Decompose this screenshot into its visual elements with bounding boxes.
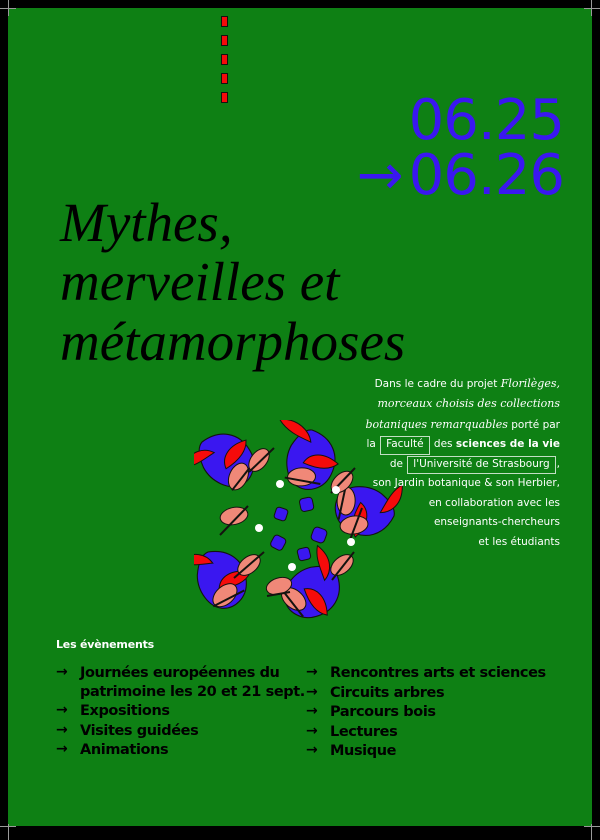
arrow-right-icon: → [56,702,68,719]
events-section [56,638,576,762]
credit-line-2: morceaux choisis des collections [377,397,560,411]
arrow-right-icon: → [306,742,318,759]
credit-line-8: enseignants-chercheurs [433,516,560,529]
red-dash-4 [221,73,228,84]
list-item[interactable] [306,684,566,703]
credit-line-6: son Jardin botanique & son Herbier, [372,477,560,490]
event-label: Circuits arbres [330,684,445,701]
event-label: Journées européennes du patrimoine les 20 et 21 sept. [80,665,305,700]
credit-de: de [389,457,403,470]
arrow-right-icon: → [306,703,318,720]
events-column-right [306,664,566,762]
event-label: Lectures [330,723,398,740]
event-label: Animations [80,742,169,759]
arrow-right-icon: → [356,142,403,208]
arrow-right-icon: → [56,741,68,758]
red-dash-5 [221,92,228,103]
red-dash-2 [221,35,228,46]
title-line-1: Mythes, [60,191,233,253]
arrow-right-icon: → [306,683,318,700]
title-line-2: merveilles et [60,251,340,313]
list-item[interactable] [56,702,306,721]
credit-comma: , [556,457,560,470]
list-item[interactable] [56,664,306,701]
event-label: Visites guidées [80,722,199,739]
credit-line-5 [344,455,560,475]
event-label: Musique [330,743,397,760]
red-dash-1 [221,16,228,27]
list-item[interactable] [56,722,306,741]
credit-line-9: et les étudiants [478,535,560,548]
date-start: 06.25 [408,88,564,153]
events-label: Les évènements [56,638,154,651]
event-label: Rencontres arts et sciences [330,665,546,681]
credit-faculte-box: Faculté [380,436,429,455]
credit-line-7: en collaboration avec les [428,496,560,509]
list-item[interactable] [306,723,566,742]
crop-mark-bottom-right-horizontal [584,826,600,827]
arrow-right-icon: → [306,664,318,680]
list-item[interactable] [306,664,566,683]
list-item[interactable] [56,741,306,760]
credit-sciences-bold: sciences de la vie [455,438,560,451]
poster-sheet [8,8,592,826]
credit-des: des [433,438,453,451]
page-title [60,193,580,371]
credit-project-name: Florilèges, [500,377,560,390]
arrow-right-icon: → [306,722,318,739]
date-range [356,88,564,208]
events-columns [56,664,576,762]
credit-l3-plain: porté par [507,418,560,431]
credit-l3-italic: botaniques remarquables [365,417,508,431]
credit-la: la [366,438,376,451]
credit-universite-box: l'Université de Strasbourg [407,456,555,475]
event-label: Expositions [80,703,170,720]
credit-l1-plain: Dans le cadre du projet [374,378,501,390]
red-dashed-rule [221,16,231,111]
credit-line-4 [344,435,560,455]
list-item[interactable] [306,703,566,722]
credit-line-1 [344,374,560,394]
arrow-right-icon: → [56,721,68,738]
credit-paragraph [344,374,560,552]
events-column-left [56,664,306,762]
arrow-right-icon: → [56,664,68,680]
crop-mark-top-right-horizontal [584,8,600,9]
credit-line-3 [344,415,560,435]
date-end: 06.26 [408,142,564,208]
list-item[interactable] [306,742,566,761]
event-label: Parcours bois [330,704,436,721]
crop-mark-bottom-left-horizontal [0,826,16,827]
crop-mark-top-left-horizontal [0,8,16,9]
date-end-line [356,142,564,208]
title-line-3: métamorphoses [60,310,406,372]
red-dash-3 [221,54,228,65]
